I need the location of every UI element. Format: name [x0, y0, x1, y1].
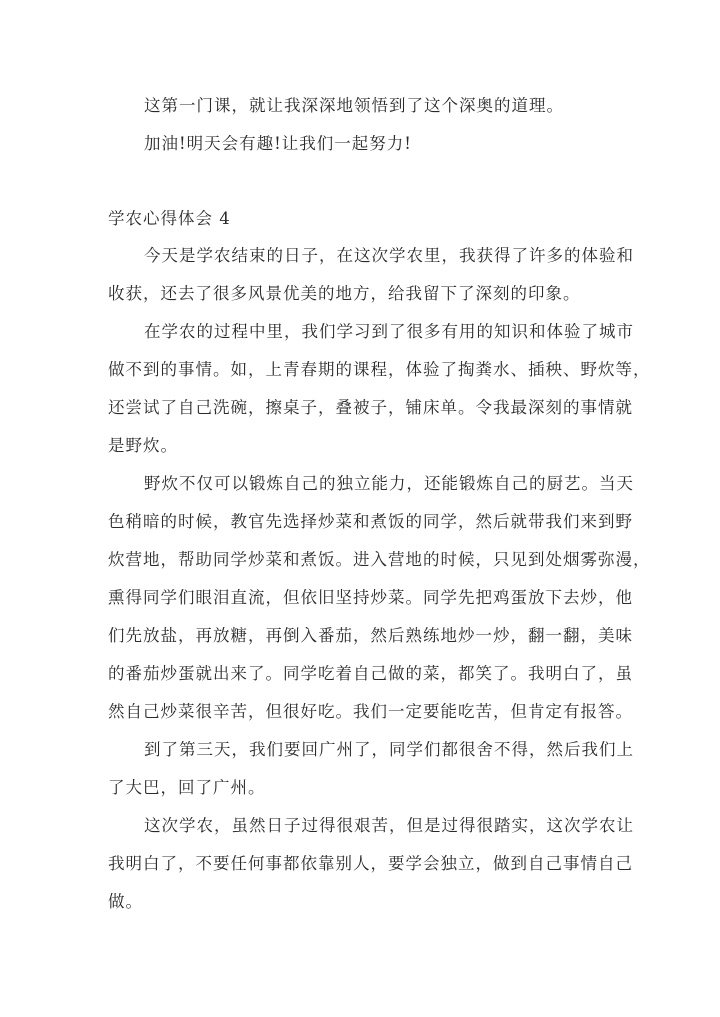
paragraph-line: 然自己炒菜很辛苦，但很好吃。我们一定要能吃苦，但肯定有报答。 [108, 702, 633, 721]
paragraph-line: 这次学农，虽然日子过得很艰苦，但是过得很踏实，这次学农让 [144, 816, 634, 835]
paragraph-line: 在学农的过程中里，我们学习到了很多有用的知识和体验了城市 [144, 322, 634, 341]
paragraph-line: 做。 [108, 892, 143, 911]
paragraph-line: 加油!明天会有趣!让我们一起努力! [144, 134, 412, 153]
section-title: 学农心得体会 4 [108, 209, 231, 228]
paragraph-line: 还尝试了自己洗碗，擦桌子，叠被子，铺床单。令我最深刻的事情就 [108, 398, 633, 417]
paragraph-line: 做不到的事情。如，上青春期的课程，体验了掏粪水、插秧、野炊等， [108, 360, 651, 379]
paragraph-line: 的番茄炒蛋就出来了。同学吃着自己做的菜，都笑了。我明白了，虽 [108, 664, 633, 683]
paragraph-line: 了大巴，回了广州。 [108, 778, 266, 797]
paragraph-line: 熏得同学们眼泪直流，但依旧坚持炒菜。同学先把鸡蛋放下去炒，他 [108, 588, 633, 607]
paragraph-line: 今天是学农结束的日子，在这次学农里，我获得了许多的体验和 [144, 246, 634, 265]
paragraph-line: 野炊不仅可以锻炼自己的独立能力，还能锻炼自己的厨艺。当天 [144, 474, 634, 493]
paragraph-line: 我明白了，不要任何事都依靠别人，要学会独立，做到自己事情自己 [108, 854, 633, 873]
paragraph-line: 炊营地，帮助同学炒菜和煮饭。进入营地的时候，只见到处烟雾弥漫， [108, 550, 651, 569]
paragraph-line: 这第一门课，就让我深深地领悟到了这个深奥的道理。 [144, 96, 564, 115]
paragraph-line: 是野炊。 [108, 436, 178, 455]
paragraph-line: 收获，还去了很多风景优美的地方，给我留下了深刻的印象。 [108, 284, 581, 303]
paragraph-line: 们先放盐，再放糖，再倒入番茄，然后熟练地炒一炒，翻一翻，美味 [108, 626, 633, 645]
paragraph-line: 到了第三天，我们要回广州了，同学们都很舍不得，然后我们上 [144, 740, 634, 759]
paragraph-line: 色稍暗的时候，教官先选择炒菜和煮饭的同学，然后就带我们来到野 [108, 512, 633, 531]
